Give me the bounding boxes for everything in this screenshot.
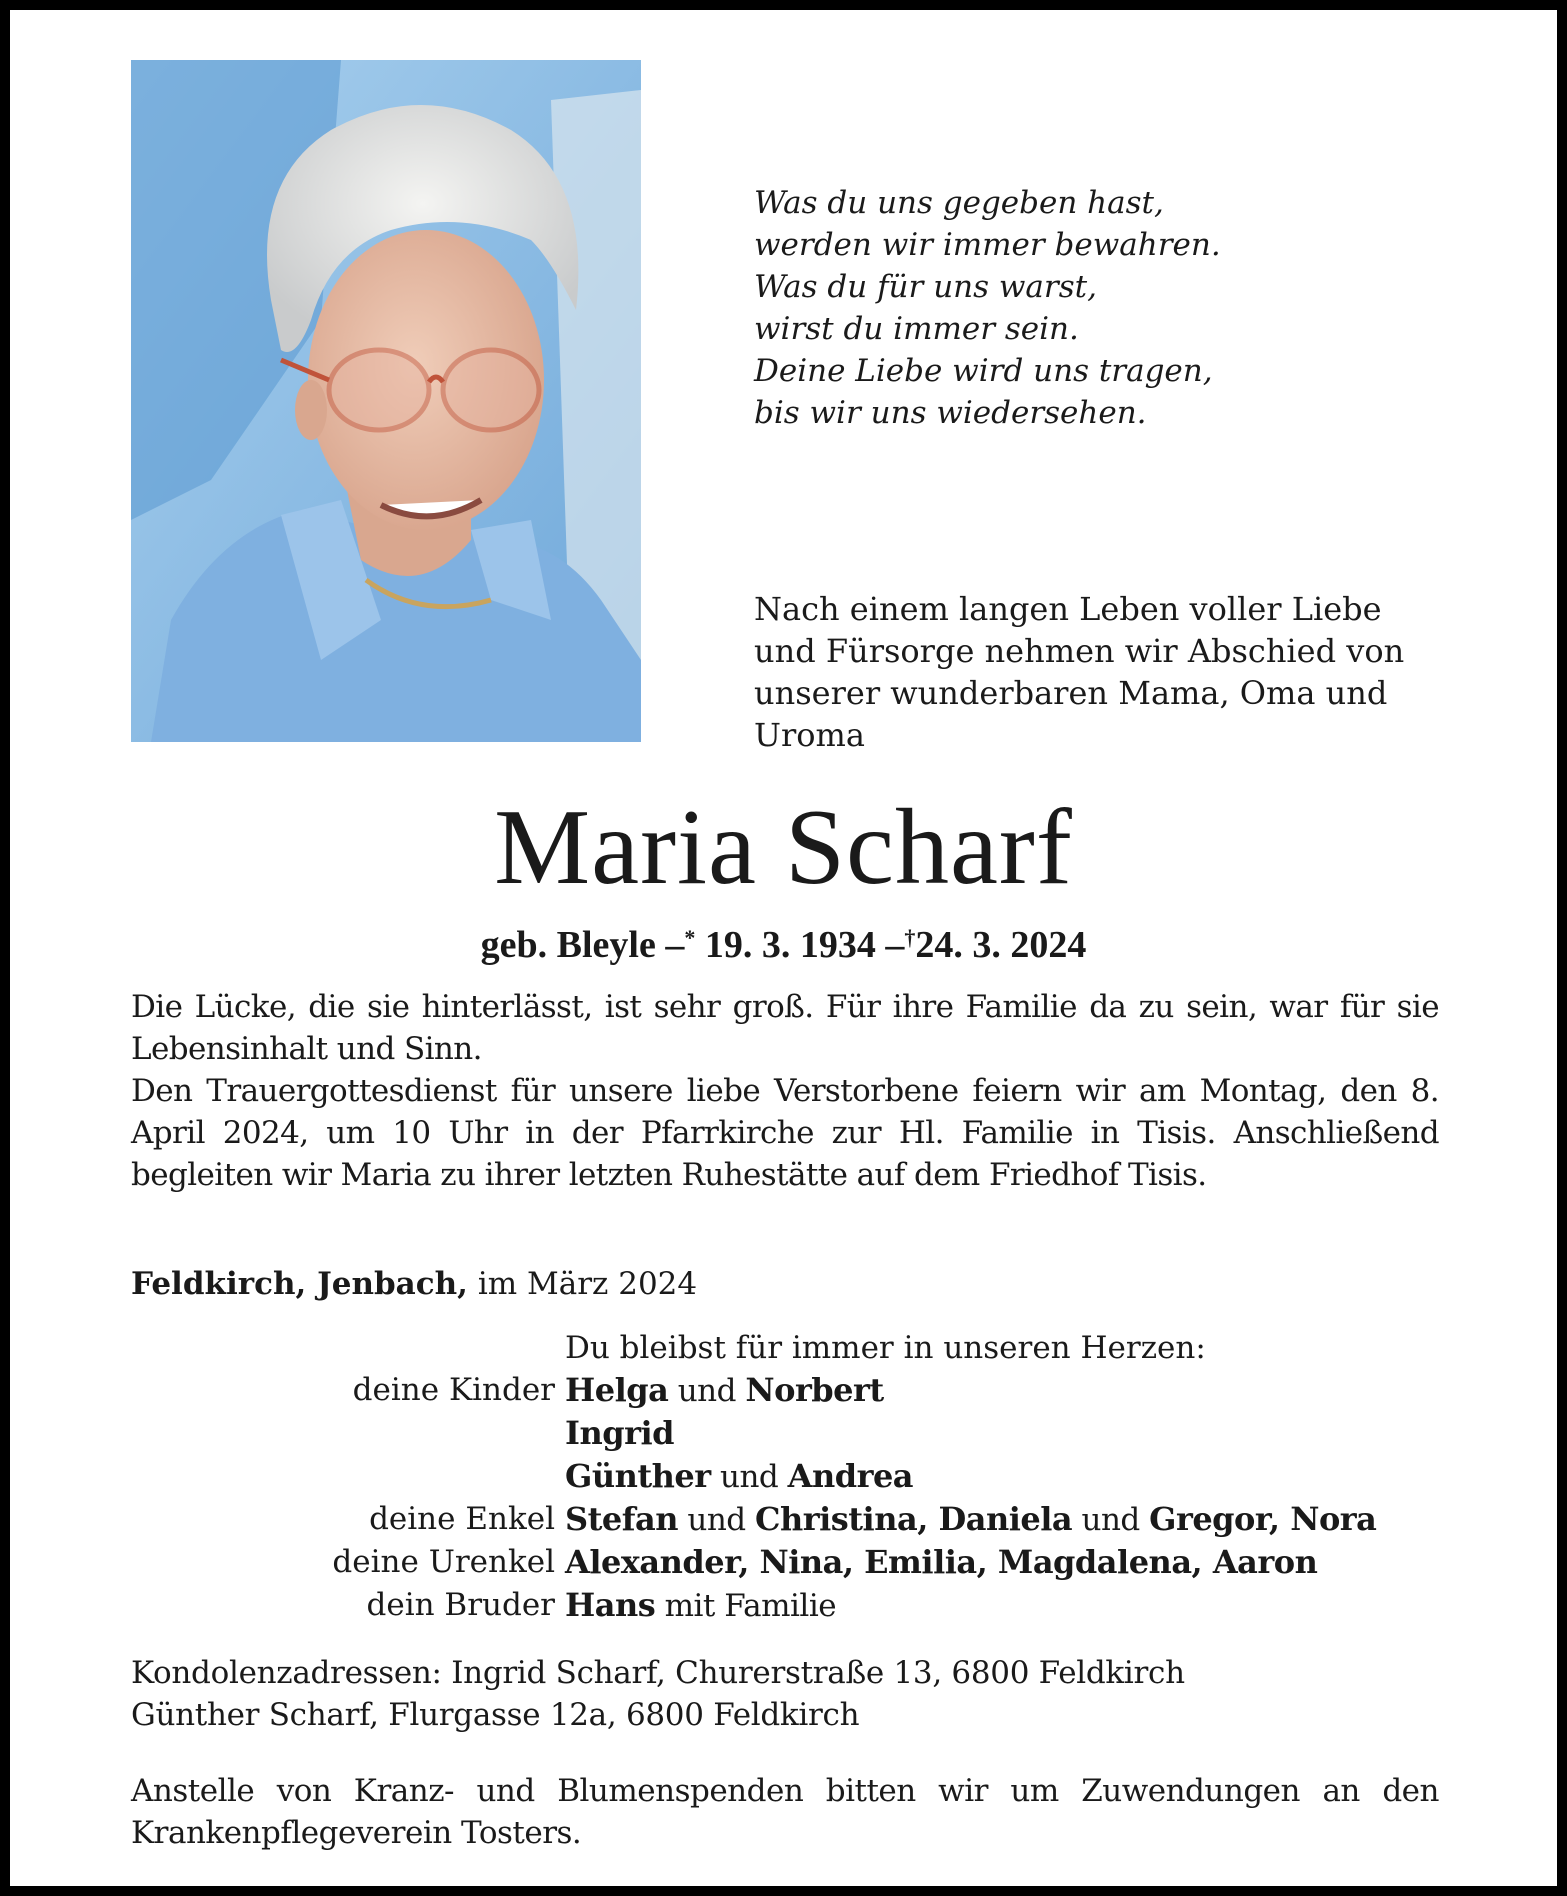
relation-label: deine Enkel [369, 1501, 555, 1537]
separator: – [665, 924, 685, 966]
deceased-name: Maria Scharf [494, 788, 1073, 907]
mourner-name: Hans [565, 1586, 656, 1624]
mourner-row [131, 1455, 1461, 1498]
relation-label [131, 1455, 565, 1498]
life-dates [10, 916, 1557, 967]
relation-label [131, 1412, 565, 1455]
birth-date: 19. 3. 1934 [704, 924, 876, 966]
intro-line: unserer wunderbaren Mama, Oma und [754, 674, 1388, 712]
mourners-list [131, 1327, 1461, 1627]
portrait-illustration [131, 60, 641, 742]
connector-text: und [1072, 1502, 1150, 1538]
place-and-date [131, 1263, 697, 1305]
poem-line: werden wir immer bewahren. [754, 227, 1221, 263]
separator: – [885, 924, 905, 966]
poem-line: wirst du immer sein. [754, 311, 1079, 347]
poem-line: Deine Liebe wird uns tragen, [754, 353, 1213, 389]
mourners-heading: Du bleibst für immer in unseren Herzen: [565, 1330, 1206, 1366]
mourner-names [565, 1584, 836, 1627]
mourner-name: Andrea [787, 1457, 914, 1495]
mourner-names [565, 1541, 1317, 1584]
connector-text: und [678, 1502, 755, 1538]
places: Feldkirch, Jenbach, [131, 1266, 468, 1302]
relation-label: deine Urenkel [332, 1544, 555, 1580]
donation-note [131, 1770, 1439, 1854]
body-paragraph: Den Trauergottesdienst für unsere liebe Verstorbene feiern wir am Montag, den 8. April 2024, um 10 Uhr in der Pfarrkirche zur Hl. Familie in Tisis. Anschließend begleiten wir Maria zu ihrer letzten Ruhestätte auf dem Friedhof Tisis. [131, 1073, 1439, 1193]
poem-line: bis wir uns wiedersehen. [754, 395, 1147, 431]
mourner-row [131, 1369, 1461, 1412]
mourner-names [565, 1498, 1376, 1541]
mourner-name: Günther [565, 1457, 711, 1495]
mourner-row [131, 1412, 1461, 1455]
mourner-row [131, 1584, 1461, 1627]
obituary-page [10, 10, 1557, 1886]
mourner-row [131, 1498, 1461, 1541]
death-date: 24. 3. 2024 [915, 924, 1087, 966]
mourner-name: Alexander, Nina, Emilia, Magdalena, Aaron [565, 1543, 1318, 1581]
mourner-name: Norbert [745, 1371, 884, 1409]
intro-line: Uroma [754, 716, 865, 754]
portrait-photo [131, 60, 641, 742]
connector-text: mit Familie [655, 1588, 837, 1624]
memorial-poem [754, 182, 1221, 434]
mourner-names [565, 1369, 884, 1412]
mourner-name: Gregor, Nora [1149, 1500, 1377, 1538]
intro-line: Nach einem langen Leben voller Liebe [754, 590, 1382, 628]
mourner-names [565, 1412, 674, 1455]
condolence-addresses [131, 1652, 1185, 1736]
condolence-line: Kondolenzadressen: Ingrid Scharf, Churerstraße 13, 6800 Feldkirch [131, 1655, 1185, 1691]
relation-label: dein Bruder [366, 1587, 555, 1623]
obituary-body [131, 986, 1439, 1196]
connector-text: und [710, 1459, 788, 1495]
mourner-name: Christina, Daniela [755, 1500, 1073, 1538]
poem-line: Was du für uns warst, [754, 269, 1097, 305]
connector-text: und [668, 1373, 746, 1409]
farewell-intro [754, 588, 1454, 756]
date-line: im März 2024 [477, 1266, 698, 1302]
mourner-name: Helga [565, 1371, 669, 1409]
intro-line: und Fürsorge nehmen wir Abschied von [754, 632, 1405, 670]
death-symbol: † [904, 925, 916, 950]
relation-label: deine Kinder [352, 1372, 555, 1408]
condolence-line: Günther Scharf, Flurgasse 12a, 6800 Feldkirch [131, 1697, 860, 1733]
mourner-name: Ingrid [565, 1414, 674, 1452]
mourner-row [131, 1541, 1461, 1584]
mourner-names [565, 1455, 913, 1498]
birth-symbol: * [684, 925, 696, 950]
glasses-right-lens [443, 350, 539, 430]
mourners-rows [131, 1369, 1461, 1627]
poem-line: Was du uns gegeben hast, [754, 185, 1164, 221]
donation-text: Anstelle von Kranz- und Blumenspenden bitten wir um Zuwendungen an den Krankenpflegeverein Tosters. [131, 1773, 1439, 1851]
mourner-name: Stefan [565, 1500, 679, 1538]
ear [295, 380, 327, 440]
maiden-name: geb. Bleyle [480, 924, 656, 966]
glasses-left-lens [329, 350, 429, 430]
body-paragraph: Die Lücke, die sie hinterlässt, ist sehr groß. Für ihre Familie da zu sein, war für sie Lebensinhalt und Sinn. [131, 989, 1439, 1067]
